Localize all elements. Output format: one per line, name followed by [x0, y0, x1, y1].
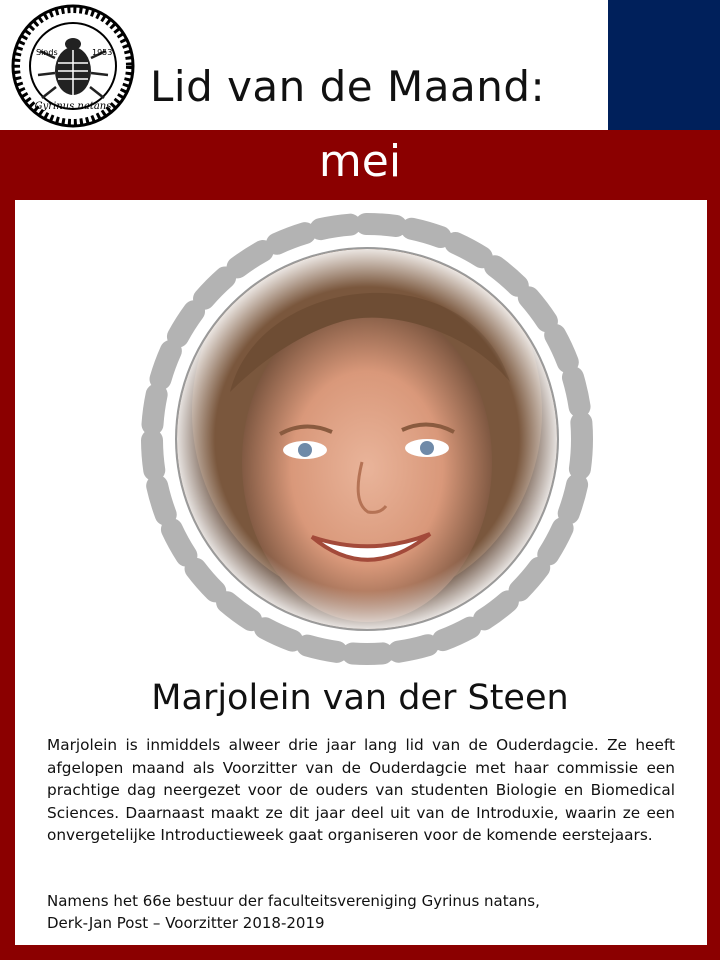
- signature: [47, 890, 677, 934]
- svg-text:Sinds: Sinds: [36, 48, 58, 57]
- signature-line-2: Derk-Jan Post – Voorzitter 2018-2019: [47, 914, 325, 932]
- member-photo-frame: [140, 212, 595, 667]
- member-bio: Marjolein is inmiddels alweer drie jaar lang lid van de Ouderdagcie. Ze heeft afgelopen maand als Voorzitter van de Ouderdagcie met haar commissie een prachtige dag neergezet voor de ouders van studenten Biologie en Biomedical Sciences. Daarnaast maakt ze dit jaar deel uit van de Introduxie, waarin ze een onvergetelijke Introductieweek gaat organiseren voor de komende eerstejaars.: [47, 736, 675, 844]
- member-name: Marjolein van der Steen: [151, 678, 569, 718]
- svg-text:1953: 1953: [92, 48, 113, 57]
- navy-block: [608, 0, 720, 130]
- page-title: Lid van de Maand:: [150, 62, 546, 111]
- month-label: mei: [318, 136, 402, 187]
- signature-line-1: Namens het 66e bestuur der faculteitsvereniging Gyrinus natans,: [47, 892, 540, 910]
- svg-text:Gyrinus natans: Gyrinus natans: [34, 101, 112, 112]
- society-logo: [10, 3, 136, 129]
